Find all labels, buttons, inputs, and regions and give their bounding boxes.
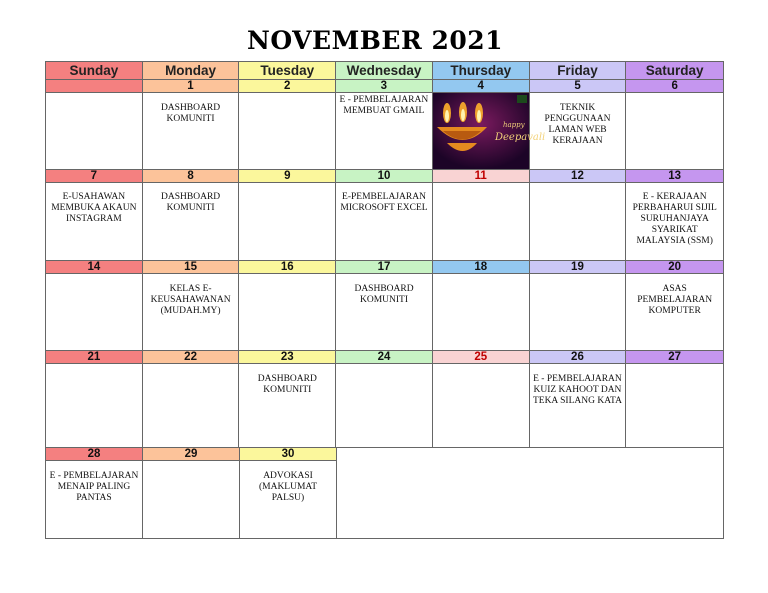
day-cell bbox=[239, 261, 336, 351]
event-text: E-USAHAWAN MEMBUKA AKAUN INSTAGRAM bbox=[51, 192, 137, 224]
event-text: KELAS E-KEUSAHAWANAN (MUDAH.MY) bbox=[150, 284, 231, 316]
deepavali-image bbox=[433, 93, 545, 169]
event-text bbox=[239, 274, 335, 350]
day-cell bbox=[143, 170, 240, 261]
day-cell bbox=[239, 80, 336, 170]
day-number: 29 bbox=[143, 448, 239, 461]
day-number: 9 bbox=[239, 170, 335, 183]
day-cell bbox=[433, 170, 530, 261]
event-text: E-PEMBELAJARAN MICROSOFT EXCEL bbox=[340, 192, 428, 213]
day-number: 27 bbox=[626, 351, 723, 364]
day-number: 22 bbox=[143, 351, 239, 364]
day-number: 4 bbox=[433, 80, 529, 93]
day-number: 18 bbox=[433, 261, 529, 274]
day-cell bbox=[143, 448, 240, 539]
weekday-thursday: Thursday bbox=[433, 62, 530, 80]
day-number: 5 bbox=[530, 80, 626, 93]
week-row-3 bbox=[46, 261, 724, 351]
page-title: NOVEMBER 2021 bbox=[246, 26, 504, 55]
event-text bbox=[530, 183, 626, 260]
weekday-saturday: Saturday bbox=[626, 62, 724, 80]
day-number: 8 bbox=[143, 170, 239, 183]
day-number: 15 bbox=[143, 261, 239, 274]
day-number: 21 bbox=[46, 351, 142, 364]
day-number: 7 bbox=[46, 170, 142, 183]
day-number: 20 bbox=[626, 261, 723, 274]
day-cell bbox=[240, 448, 337, 539]
weekday-friday: Friday bbox=[530, 62, 627, 80]
event-text bbox=[433, 183, 529, 260]
weekday-header-row bbox=[46, 62, 724, 80]
event-text: E - KERAJAAN PERBAHARUI SIJIL SURUHANJAYA SYARIKAT MALAYSIA (SSM) bbox=[632, 192, 717, 246]
day-number: 12 bbox=[530, 170, 626, 183]
day-number: 10 bbox=[336, 170, 432, 183]
day-number: 11 bbox=[433, 170, 529, 183]
event-text bbox=[143, 364, 239, 447]
day-cell bbox=[530, 351, 627, 448]
day-number: 25 bbox=[433, 351, 529, 364]
day-cell bbox=[626, 170, 724, 261]
day-number: 17 bbox=[336, 261, 432, 274]
day-number: 14 bbox=[46, 261, 142, 274]
day-cell bbox=[46, 170, 143, 261]
day-cell bbox=[239, 170, 336, 261]
weekday-tuesday: Tuesday bbox=[239, 62, 336, 80]
event-text bbox=[46, 274, 142, 350]
day-cell bbox=[46, 80, 143, 170]
day-cell bbox=[46, 448, 143, 539]
day-number: 19 bbox=[530, 261, 626, 274]
day-cell bbox=[626, 351, 724, 448]
day-number: 23 bbox=[239, 351, 335, 364]
event-text bbox=[239, 93, 335, 169]
event-text bbox=[433, 364, 529, 447]
day-cell bbox=[336, 80, 433, 170]
day-number: 1 bbox=[143, 80, 239, 93]
event-text bbox=[143, 461, 239, 538]
event-text: E - PEMBELAJARAN MEMBUAT GMAIL bbox=[339, 95, 429, 116]
event-text bbox=[46, 93, 142, 169]
day-cell bbox=[626, 261, 724, 351]
event-text: DASHBOARD KOMUNITI bbox=[160, 103, 221, 124]
weekday-sunday: Sunday bbox=[46, 62, 143, 80]
day-number: 3 bbox=[336, 80, 432, 93]
event-text: DASHBOARD KOMUNITI bbox=[257, 374, 317, 395]
day-cell bbox=[530, 261, 627, 351]
week-row-5 bbox=[46, 448, 724, 539]
day-cell bbox=[433, 261, 530, 351]
day-cell bbox=[336, 351, 433, 448]
day-number: 2 bbox=[239, 80, 335, 93]
day-number: 16 bbox=[239, 261, 335, 274]
event-text bbox=[336, 364, 432, 447]
event-text: TEKNIK PENGGUNAAN LAMAN WEB KERAJAAN bbox=[544, 103, 611, 146]
day-cell bbox=[46, 261, 143, 351]
event-text: DASHBOARD KOMUNITI bbox=[161, 192, 221, 213]
event-text bbox=[530, 274, 626, 350]
svg-text:happy: happy bbox=[502, 121, 525, 129]
day-cell bbox=[626, 80, 724, 170]
day-cell bbox=[530, 80, 627, 170]
event-text: E - PEMBELAJARAN KUIZ KAHOOT DAN TEKA SILANG KATA bbox=[532, 374, 622, 406]
day-number: 28 bbox=[46, 448, 142, 461]
event-text: DASHBOARD KOMUNITI bbox=[354, 284, 414, 305]
event-text bbox=[46, 364, 142, 447]
day-cell bbox=[433, 351, 530, 448]
day-number: 26 bbox=[530, 351, 626, 364]
day-number bbox=[46, 80, 142, 93]
day-number: 13 bbox=[626, 170, 723, 183]
day-number: 24 bbox=[336, 351, 432, 364]
event-text: E - PEMBELAJARAN MENAIP PALING PANTAS bbox=[49, 471, 139, 503]
day-number: 6 bbox=[626, 80, 723, 93]
svg-text:Deepavali: Deepavali bbox=[494, 132, 545, 143]
empty-cell bbox=[337, 448, 724, 539]
day-number: 30 bbox=[240, 448, 336, 461]
day-cell bbox=[143, 261, 240, 351]
week-row-4 bbox=[46, 351, 724, 448]
event-text bbox=[626, 364, 723, 447]
day-cell bbox=[143, 351, 240, 448]
day-cell bbox=[530, 170, 627, 261]
event-text: ADVOKASI (MAKLUMAT PALSU) bbox=[258, 471, 318, 503]
calendar-grid bbox=[45, 61, 724, 539]
event-text bbox=[239, 183, 335, 260]
day-cell bbox=[433, 80, 545, 170]
event-text: ASAS PEMBELAJARAN KOMPUTER bbox=[637, 284, 713, 316]
day-cell bbox=[143, 80, 240, 170]
day-cell bbox=[336, 170, 433, 261]
weekday-monday: Monday bbox=[143, 62, 240, 80]
weekday-wednesday: Wednesday bbox=[336, 62, 433, 80]
week-row-1 bbox=[46, 80, 724, 170]
event-text bbox=[626, 93, 723, 169]
day-cell bbox=[239, 351, 336, 448]
day-cell bbox=[46, 351, 143, 448]
day-cell bbox=[336, 261, 433, 351]
week-row-2 bbox=[46, 170, 724, 261]
event-text bbox=[433, 274, 529, 350]
